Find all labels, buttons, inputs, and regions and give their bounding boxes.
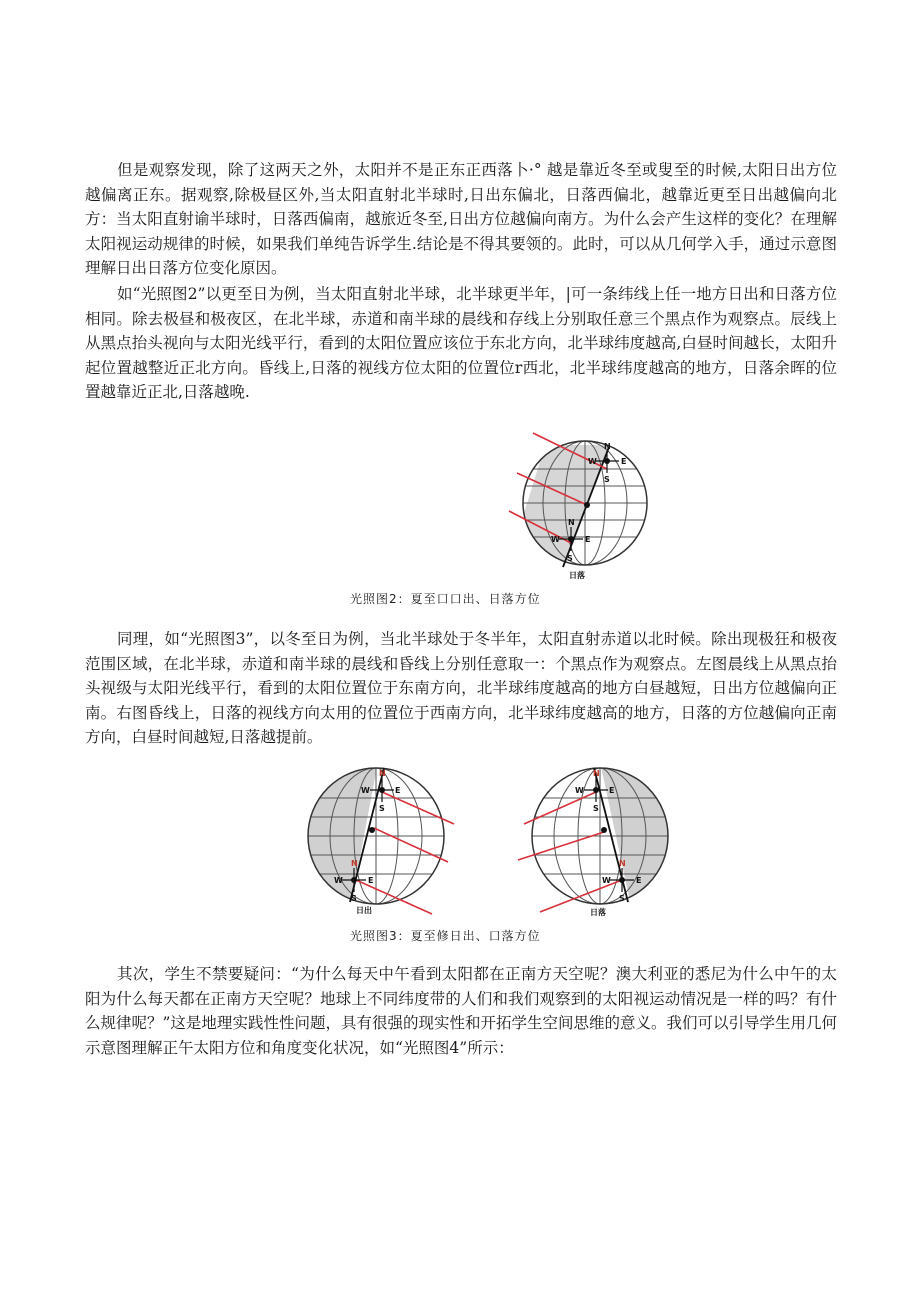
figure-2 [505, 425, 665, 585]
compass-w: W [361, 786, 370, 795]
compass-s: S [593, 804, 599, 813]
compass-w: W [551, 535, 560, 544]
figure-3-left [298, 752, 478, 920]
figure-3-right-label: 日落 [590, 908, 606, 917]
paragraph-1: 但是观察发现，除了这两天之外，太阳并不是正东正西落卜·° 越是靠近冬至或叟至的时候,太阳日出方位越偏离正东。据观察,除极昼区外,当太阳直射北半球时,日出东偏北，日落西偏北，越靠近更至日出越偏向北方：当太阳直射谕半球时，日落西偏南，越旅近冬至,日出方位越偏向南方。为什么会产生这样的变化？在理解太阳视运动规律的时候，如果我们单纯告诉学生.结论是不得其要领的。此时，可以从几何学入手，通过示意图理解日出日落方位变化原因。 [85, 161, 837, 277]
compass-e: E [395, 786, 401, 795]
observer-point [369, 827, 375, 833]
compass-s: S [619, 894, 625, 903]
compass-n: N [351, 859, 358, 868]
compass-e: E [636, 876, 642, 885]
paragraph-2: 如“光照图2”以更至日为例，当太阳直射北半球，北半球更半年，|可一条纬线上任一地方日出和日落方位相同。除去极昼和极夜区，在北半球，赤道和南半球的晨线和存线上分别取任意三个黑点作为观察点。辰线上从黑点抬头视向与太阳光线平行，看到的太阳位置应该位于东北方向，北半球纬度越高,白昼时间越长，太阳升起位置越整近正北方向。昏线上,日落的视线方位太阳的位置位r西北，北半球纬度越高的地方，日落余晖的位置越靠近正北,日落越晚. [85, 285, 837, 401]
compass-s: S [567, 554, 573, 563]
compass-w: W [575, 786, 584, 795]
compass-n: N [604, 442, 611, 451]
observer-point [601, 827, 607, 833]
compass-n: N [593, 769, 600, 778]
figure-3-right-globe [510, 752, 690, 920]
compass-s: S [379, 804, 385, 813]
compass-n: N [619, 859, 626, 868]
compass-e: E [621, 457, 627, 466]
compass-s: S [604, 475, 610, 484]
compass-e: E [368, 876, 374, 885]
figure-2-bottom-label: 日落 [569, 571, 585, 580]
compass-w: W [602, 876, 611, 885]
figure-3-left-globe [298, 752, 478, 920]
figure-3-left-label: 日出 [356, 906, 372, 915]
compass-n: N [379, 769, 386, 778]
compass-e: E [585, 535, 591, 544]
compass-e: E [609, 786, 615, 795]
figure-3-caption: 光照图3：夏至修日出、口落方位 [350, 929, 541, 943]
compass-w: W [588, 457, 597, 466]
observer-point [584, 502, 590, 508]
paragraph-3: 同理，如“光照图3”，以冬至日为例，当北半球处于冬半年，太阳直射赤道以北时候。除出现极狂和极夜范围区域，在北半球，赤道和南半球的晨线和昏线上分别任意取一：个黑点作为观察点。左图晨线上从黑点抬头视级与太阳光线平行，看到的太阳位置位于东南方向，北半球纬度越高的地方白昼越短，日出方位越偏向正南。右图昏线上，日落的视线方向太用的位置位于西南方向，北半球纬度越高的地方，日落的方位越偏向正南方向，白昼时间越短,日落越提前。 [85, 630, 837, 746]
compass-n: N [568, 518, 575, 527]
compass-w: W [334, 876, 343, 885]
figure-2-caption: 光照图2：夏至口口出、日落方位 [350, 592, 541, 606]
compass-s: S [351, 894, 357, 903]
paragraph-4: 其次，学生不禁要疑问：“为什么每天中午看到太阳都在正南方天空呢？澳大利亚的悉尼为什么中午的太阳为什么每天都在正南方天空呢？地球上不同纬度带的人们和我们观察到的太阳视运动情况是一样的吗？有什么规律呢？”这是地理实践性性问题，具有很强的现实性和开拓学生空间思维的意义。我们可以引导学生用几何示意图理解正午太阳方位和角度变化状况，如“光照图4”所示： [85, 965, 837, 1057]
figure-2-globe [505, 425, 665, 585]
figure-3-right [510, 752, 690, 920]
